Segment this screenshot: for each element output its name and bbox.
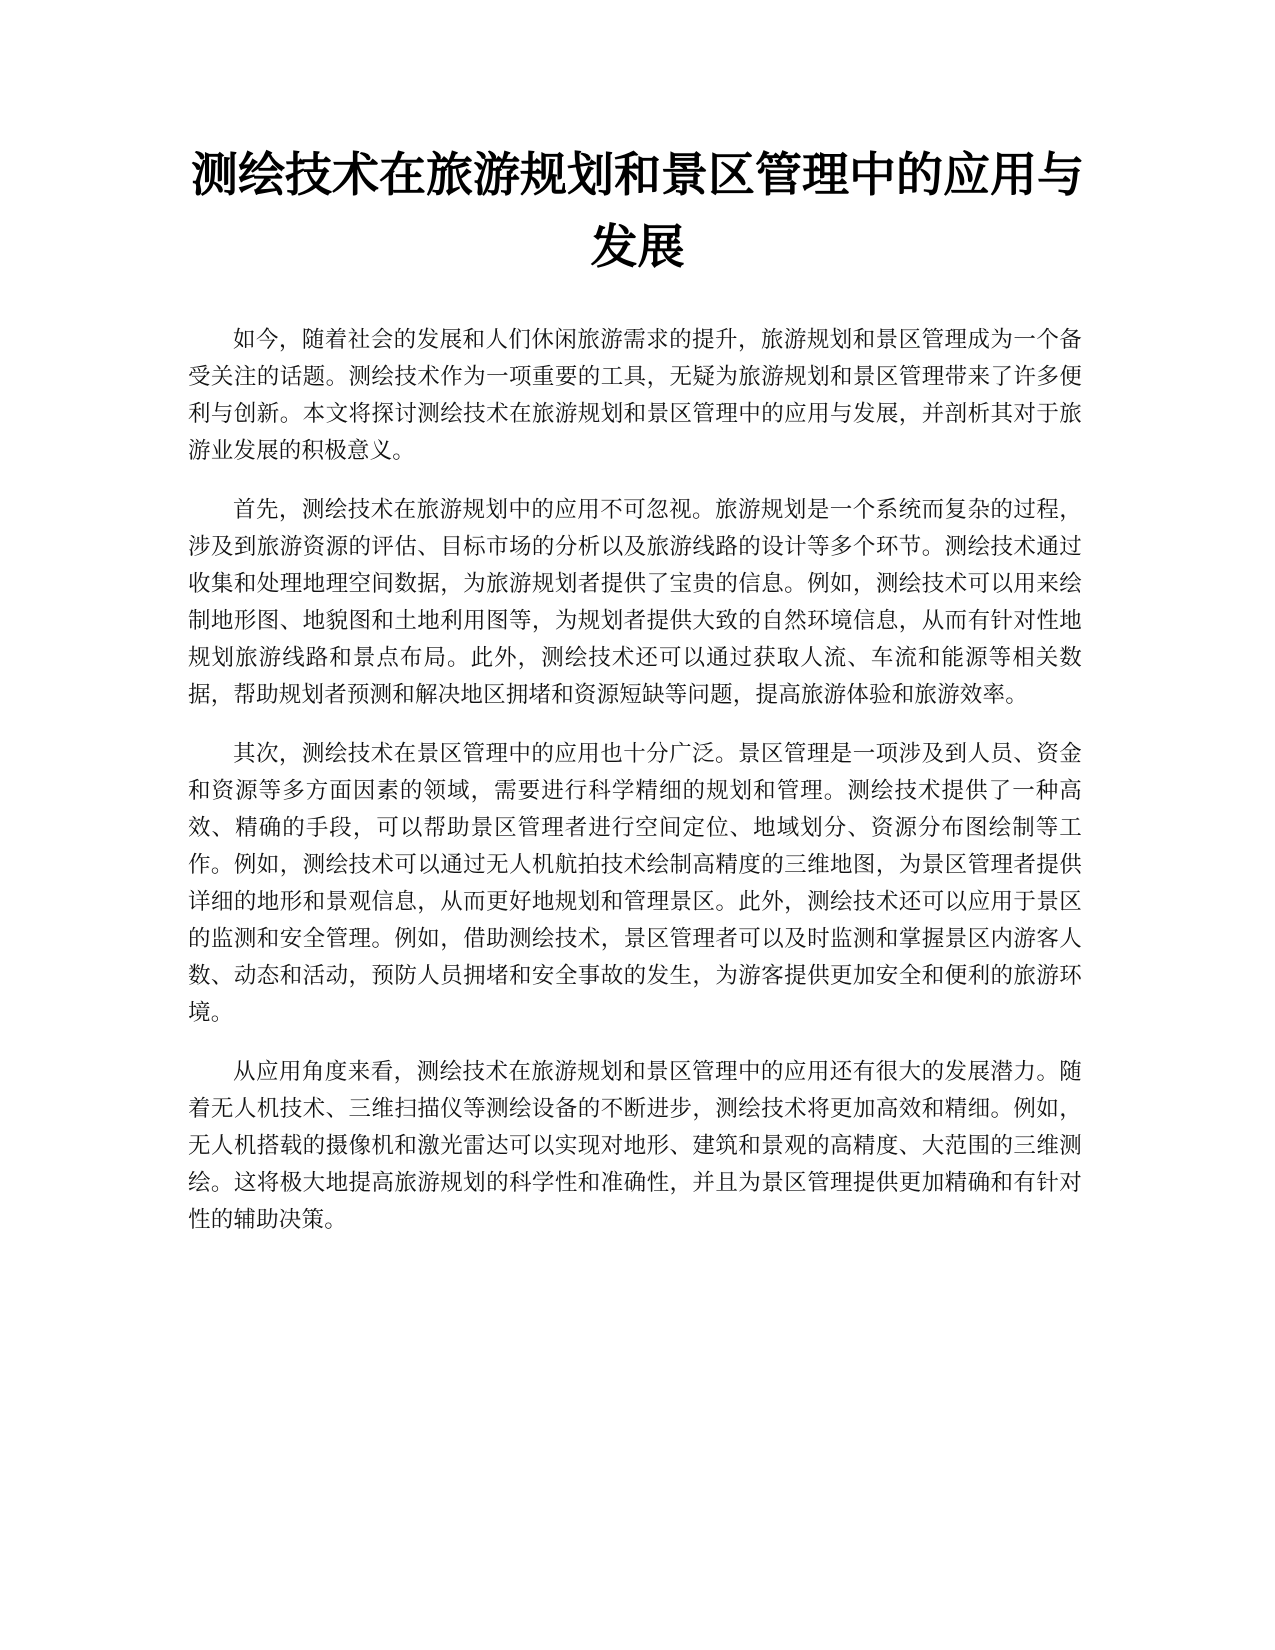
paragraph-outlook: 从应用角度来看，测绘技术在旅游规划和景区管理中的应用还有很大的发展潜力。随着无人机技术、三维扫描仪等测绘设备的不断进步，测绘技术将更加高效和精细。例如，无人机搭载的摄像机和激光雷达可以实现对地形、建筑和景观的高精度、大范围的三维测绘。这将极大地提高旅游规划的科学性和准确性，并且为景区管理提供更加精确和有针对性的辅助决策。 [188,1059,1082,1233]
document-title: 测绘技术在旅游规划和景区管理中的应用与发展 [191,148,1084,275]
document-body [188,322,1082,1261]
paragraph-planning: 首先，测绘技术在旅游规划中的应用不可忽视。旅游规划是一个系统而复杂的过程，涉及到旅游资源的评估、目标市场的分析以及旅游线路的设计等多个环节。测绘技术通过收集和处理地理空间数据，为旅游规划者提供了宝贵的信息。例如，测绘技术可以用来绘制地形图、地貌图和土地利用图等，为规划者提供大致的自然环境信息，从而有针对性地规划旅游线路和景点布局。此外，测绘技术还可以通过获取人流、车流和能源等相关数据，帮助规划者预测和解决地区拥堵和资源短缺等问题，提高旅游体验和旅游效率。 [188,497,1082,708]
paragraph-intro: 如今，随着社会的发展和人们休闲旅游需求的提升，旅游规划和景区管理成为一个备受关注的话题。测绘技术作为一项重要的工具，无疑为旅游规划和景区管理带来了许多便利与创新。本文将探讨测绘技术在旅游规划和景区管理中的应用与发展，并剖析其对于旅游业发展的积极意义。 [188,327,1082,464]
paragraph-management: 其次，测绘技术在景区管理中的应用也十分广泛。景区管理是一项涉及到人员、资金和资源等多方面因素的领域，需要进行科学精细的规划和管理。测绘技术提供了一种高效、精确的手段，可以帮助景区管理者进行空间定位、地域划分、资源分布图绘制等工作。例如，测绘技术可以通过无人机航拍技术绘制高精度的三维地图，为景区管理者提供详细的地形和景观信息，从而更好地规划和管理景区。此外，测绘技术还可以应用于景区的监测和安全管理。例如，借助测绘技术，景区管理者可以及时监测和掌握景区内游客人数、动态和活动，预防人员拥堵和安全事故的发生，为游客提供更加安全和便利的旅游环境。 [188,741,1082,1026]
